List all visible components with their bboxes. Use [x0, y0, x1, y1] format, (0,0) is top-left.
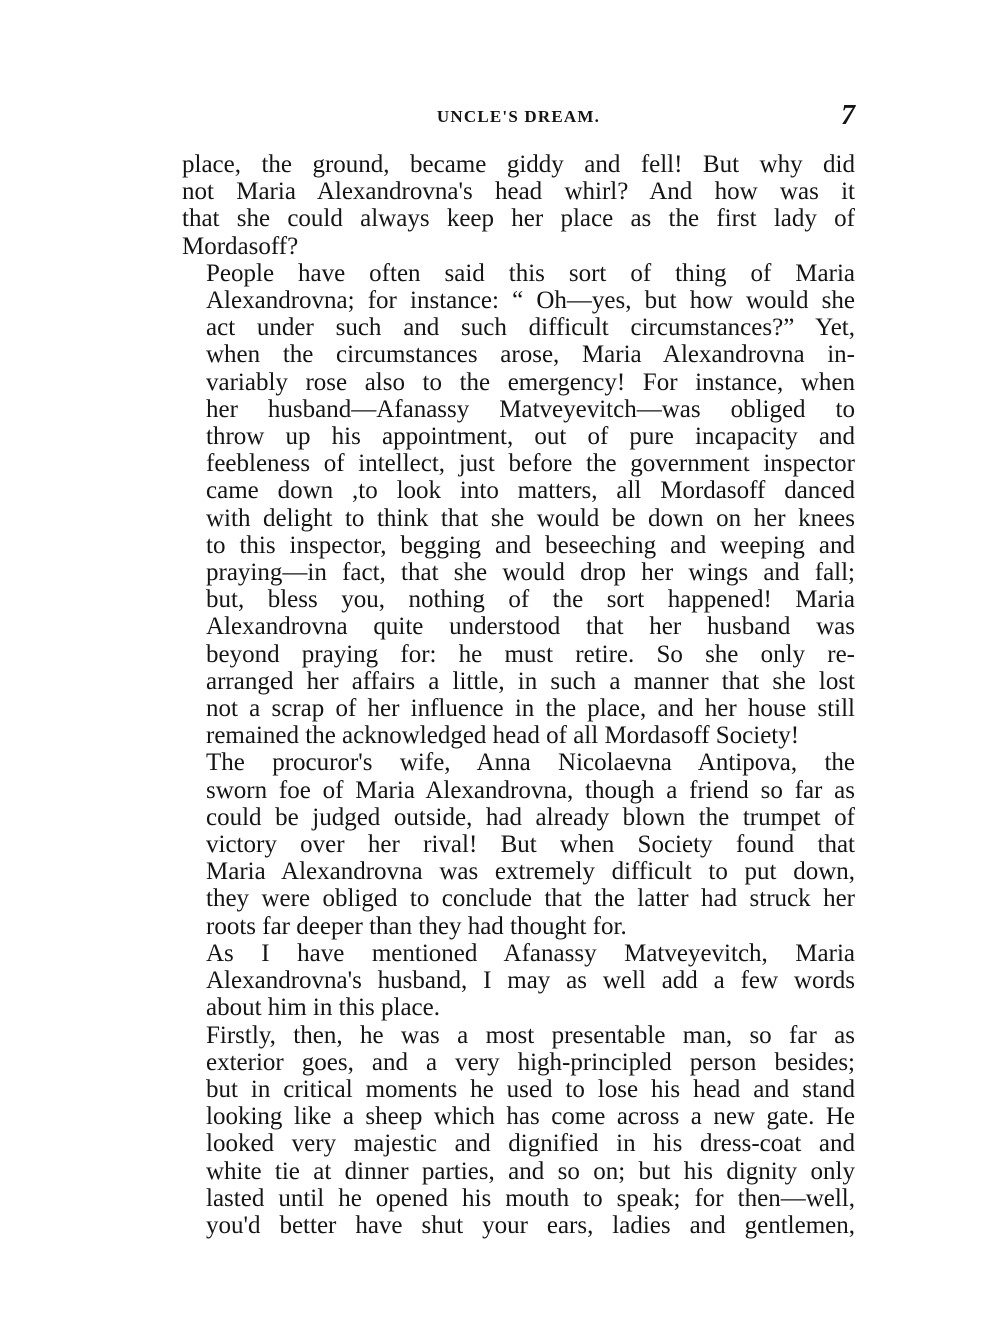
text-line: with delight to think that she would be down on her knees [206, 504, 855, 532]
text-line: Alexandrovna; for instance: “ Oh—yes, but how would she [206, 287, 855, 315]
text-line: looked very majestic and dignified in his dress-coat and [206, 1130, 855, 1158]
text-line: not Maria Alexandrovna's head whirl? And how was it [182, 178, 855, 206]
text-line: variably rose also to the emergency! For instance, when [206, 368, 855, 396]
page-number: 7 [841, 100, 855, 131]
text-line: about him in this place. [206, 994, 440, 1022]
text-line: feebleness of intellect, just before the government inspector [206, 450, 855, 478]
paragraph-3 [182, 749, 855, 939]
running-head [182, 100, 855, 140]
text-line: As I have mentioned Afanassy Matveyevitch, Maria [206, 939, 855, 967]
text-line: praying—in fact, that she would drop her wings and fall; [206, 559, 855, 587]
text-line: white tie at dinner parties, and so on; but his dignity only [206, 1157, 855, 1185]
paragraph-1 [182, 151, 855, 260]
text-line: that she could always keep her place as the first lady of [182, 205, 855, 233]
text-line: Alexandrovna's husband, I may as well add a few words [206, 967, 855, 995]
paragraph-5 [182, 1022, 855, 1240]
text-line: The procuror's wife, Anna Nicolaevna Antipova, the [206, 749, 855, 777]
text-line: victory over her rival! But when Society found that [206, 831, 855, 859]
text-line: to this inspector, begging and beseeching and weeping and [206, 531, 855, 559]
text-line: came down ,to look into matters, all Mordasoff danced [206, 477, 855, 505]
text-line: lasted until he opened his mouth to speak; for then—well, [206, 1184, 855, 1212]
text-line: Alexandrovna quite understood that her husband was [206, 613, 855, 641]
text-line: could be judged outside, had already blown the trumpet of [206, 803, 855, 831]
text-line: you'd better have shut your ears, ladies and gentlemen, [206, 1211, 855, 1239]
text-line: but, bless you, nothing of the sort happened! Maria [206, 586, 855, 614]
text-line: beyond praying for: he must retire. So she only re- [206, 640, 855, 668]
text-line: Mordasoff? [182, 232, 299, 260]
text-line: her husband—Afanassy Matveyevitch—was obliged to [206, 395, 855, 423]
text-line: looking like a sheep which has come across a new gate. He [206, 1103, 855, 1131]
text-line: People have often said this sort of thing of Maria [206, 259, 855, 287]
text-line: place, the ground, became giddy and fell! But why did [182, 151, 855, 178]
text-line: roots far deeper than they had thought for. [206, 912, 627, 940]
text-line: but in critical moments he used to lose his head and stand [206, 1075, 855, 1103]
text-line: act under such and such difficult circumstances?” Yet, [206, 314, 855, 342]
text-line: they were obliged to conclude that the latter had struck her [206, 885, 855, 913]
text-line: Maria Alexandrovna was extremely difficult to put down, [206, 858, 855, 886]
running-title: UNCLE'S DREAM. [436, 107, 601, 126]
text-line: remained the acknowledged head of all Mordasoff Society! [206, 722, 800, 750]
body-text [182, 151, 855, 1239]
paragraph-4 [182, 940, 855, 1022]
text-line: throw up his appointment, out of pure incapacity and [206, 423, 855, 451]
text-line: Firstly, then, he was a most presentable man, so far as [206, 1021, 855, 1049]
text-line: not a scrap of her influence in the place, and her house still [206, 695, 855, 723]
paragraph-2 [182, 260, 855, 750]
text-line: exterior goes, and a very high-principled person besides; [206, 1048, 855, 1076]
text-line: arranged her affairs a little, in such a manner that she lost [206, 667, 855, 695]
text-line: sworn foe of Maria Alexandrovna, though a friend so far as [206, 776, 855, 804]
text-line: when the circumstances arose, Maria Alexandrovna in- [206, 341, 855, 369]
